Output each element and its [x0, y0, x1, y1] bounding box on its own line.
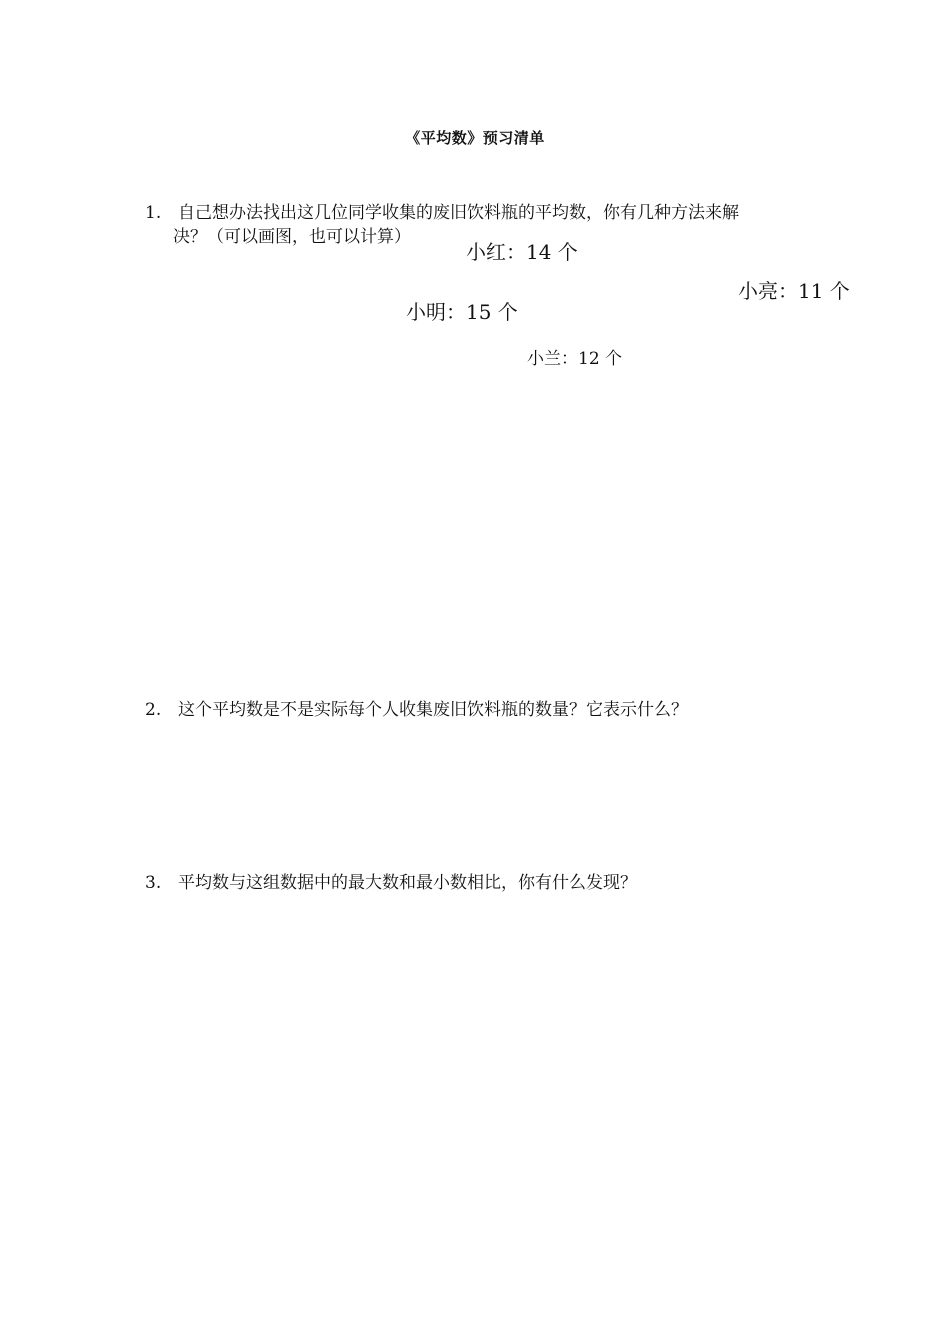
question-1-number: 1.: [145, 203, 162, 223]
page-title: 《平均数》预习清单: [405, 129, 545, 147]
question-3-text: 平均数与这组数据中的最大数和最小数相比，你有什么发现？: [178, 873, 637, 893]
question-1-text-line1: 自己想办法找出这几位同学收集的废旧饮料瓶的平均数，你有几种方法来解: [178, 203, 739, 223]
question-2-text: 这个平均数是不是实际每个人收集废旧饮料瓶的数量？它表示什么？: [178, 700, 688, 720]
student-label-xiaoliang: 小亮：11 个: [738, 279, 850, 303]
question-3: [145, 871, 845, 895]
question-1-text-line2: 决？（可以画图，也可以计算）: [173, 227, 411, 247]
student-label-xiaolan: 小兰：12 个: [527, 349, 623, 369]
student-label-xiaoming: 小明：15 个: [406, 300, 518, 324]
question-3-number: 3.: [145, 873, 162, 893]
student-label-xiaohong: 小红：14 个: [466, 240, 578, 264]
question-2: [145, 698, 845, 722]
question-2-number: 2.: [145, 700, 162, 720]
